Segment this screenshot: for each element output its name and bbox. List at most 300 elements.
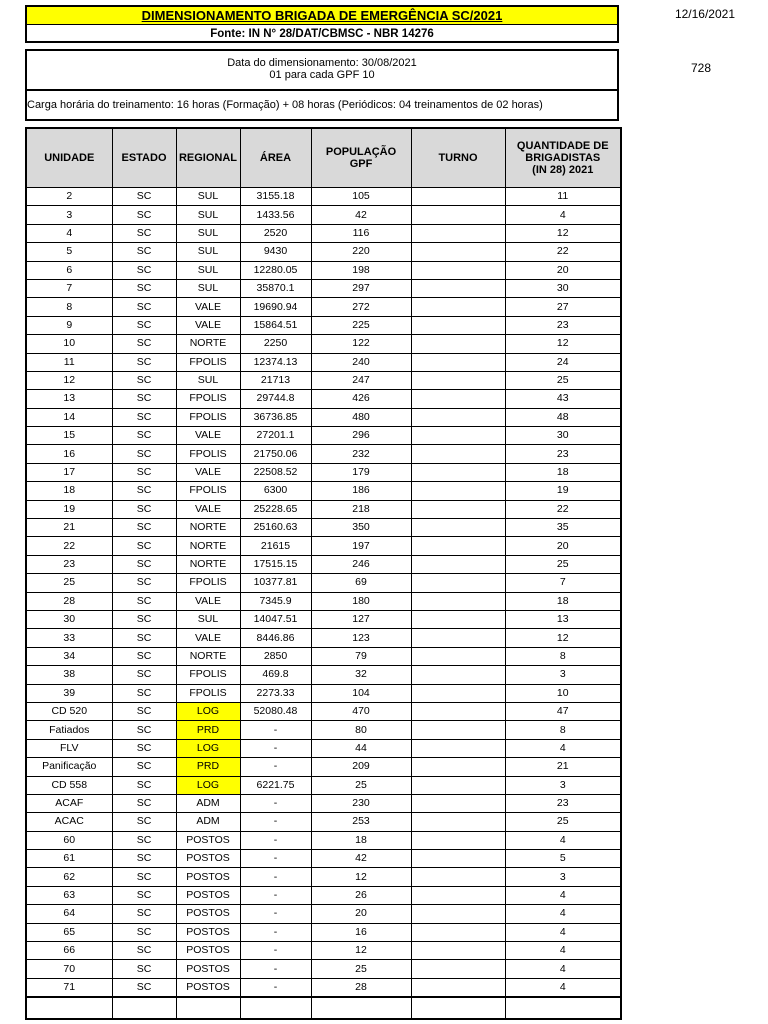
cell-regional: POSTOS	[176, 868, 240, 886]
cell-turno	[411, 831, 505, 849]
cell-unidade: 60	[26, 831, 112, 849]
cell-brigadistas: 30	[505, 279, 621, 297]
cell-turno	[411, 850, 505, 868]
cell-area: 2250	[240, 335, 311, 353]
document-title: DIMENSIONAMENTO BRIGADA DE EMERGÊNCIA SC/2021	[27, 7, 617, 25]
cell-unidade: 11	[26, 353, 112, 371]
cell-regional: POSTOS	[176, 905, 240, 923]
cell-regional: NORTE	[176, 647, 240, 665]
cell-estado: SC	[112, 666, 176, 684]
cell-regional: POSTOS	[176, 831, 240, 849]
cell-area: 19690.94	[240, 298, 311, 316]
cell-estado: SC	[112, 721, 176, 739]
cell-populacao: 25	[311, 776, 411, 794]
cell-populacao: 426	[311, 390, 411, 408]
cell-estado: SC	[112, 831, 176, 849]
cell-populacao: 42	[311, 206, 411, 224]
cell-estado: SC	[112, 224, 176, 242]
cell-populacao: 296	[311, 427, 411, 445]
table-row	[26, 463, 621, 481]
cell-regional: LOG	[176, 739, 240, 757]
cell-unidade: 33	[26, 629, 112, 647]
cell-unidade: 63	[26, 886, 112, 904]
cell-brigadistas: 18	[505, 463, 621, 481]
table-row	[26, 942, 621, 960]
cell-brigadistas: 23	[505, 316, 621, 334]
cell-area: 6300	[240, 482, 311, 500]
cell-brigadistas: 22	[505, 243, 621, 261]
cell-estado: SC	[112, 482, 176, 500]
cell-turno	[411, 923, 505, 941]
cell-unidade: 14	[26, 408, 112, 426]
cell-regional: VALE	[176, 316, 240, 334]
cell-unidade: 62	[26, 868, 112, 886]
table-footer-row	[26, 997, 621, 1019]
cell-populacao: 12	[311, 942, 411, 960]
cell-populacao: 28	[311, 978, 411, 997]
cell-unidade: 9	[26, 316, 112, 334]
table-row	[26, 666, 621, 684]
footer-cell	[176, 997, 240, 1019]
cell-regional: SUL	[176, 261, 240, 279]
cell-unidade: CD 558	[26, 776, 112, 794]
table-row	[26, 739, 621, 757]
cell-brigadistas: 21	[505, 758, 621, 776]
cell-regional: SUL	[176, 224, 240, 242]
cell-unidade: 4	[26, 224, 112, 242]
cell-populacao: 180	[311, 592, 411, 610]
cell-populacao: 123	[311, 629, 411, 647]
table-row	[26, 831, 621, 849]
cell-unidade: 71	[26, 978, 112, 997]
cell-estado: SC	[112, 279, 176, 297]
cell-area: -	[240, 850, 311, 868]
dimension-date: Data do dimensionamento: 30/08/2021	[227, 57, 417, 69]
cell-unidade: 5	[26, 243, 112, 261]
cell-brigadistas: 20	[505, 261, 621, 279]
cell-turno	[411, 776, 505, 794]
cell-area: -	[240, 905, 311, 923]
cell-estado: SC	[112, 335, 176, 353]
column-header-turno: TURNO	[411, 128, 505, 188]
cell-brigadistas: 3	[505, 868, 621, 886]
column-header-regional: REGIONAL	[176, 128, 240, 188]
column-header-unidade: UNIDADE	[26, 128, 112, 188]
cell-turno	[411, 427, 505, 445]
cell-regional: FPOLIS	[176, 445, 240, 463]
cell-estado: SC	[112, 647, 176, 665]
column-header-populacao: POPULAÇÃO GPF	[311, 128, 411, 188]
cell-populacao: 44	[311, 739, 411, 757]
cell-populacao: 122	[311, 335, 411, 353]
footer-cell	[311, 997, 411, 1019]
cell-turno	[411, 684, 505, 702]
cell-populacao: 470	[311, 702, 411, 720]
cell-estado: SC	[112, 978, 176, 997]
page-number: 728	[690, 61, 711, 75]
cell-area: 9430	[240, 243, 311, 261]
cell-estado: SC	[112, 555, 176, 573]
cell-area: 2850	[240, 647, 311, 665]
cell-regional: FPOLIS	[176, 482, 240, 500]
footer-cell	[112, 997, 176, 1019]
cell-unidade: 8	[26, 298, 112, 316]
cell-unidade: 15	[26, 427, 112, 445]
cell-area: 29744.8	[240, 390, 311, 408]
footer-cell	[505, 997, 621, 1019]
table-row	[26, 188, 621, 206]
table-row	[26, 555, 621, 573]
cell-unidade: 28	[26, 592, 112, 610]
cell-area: 469.8	[240, 666, 311, 684]
cell-populacao: 20	[311, 905, 411, 923]
cell-populacao: 209	[311, 758, 411, 776]
table-header-row	[26, 128, 621, 188]
table-row	[26, 647, 621, 665]
cell-unidade: 7	[26, 279, 112, 297]
cell-estado: SC	[112, 684, 176, 702]
cell-unidade: 65	[26, 923, 112, 941]
cell-estado: SC	[112, 886, 176, 904]
table-row	[26, 279, 621, 297]
cell-area: 17515.15	[240, 555, 311, 573]
cell-populacao: 79	[311, 647, 411, 665]
cell-unidade: 12	[26, 371, 112, 389]
cell-area: 21615	[240, 537, 311, 555]
cell-regional: FPOLIS	[176, 574, 240, 592]
cell-unidade: 61	[26, 850, 112, 868]
table-row	[26, 243, 621, 261]
cell-estado: SC	[112, 813, 176, 831]
cell-unidade: 38	[26, 666, 112, 684]
table-row	[26, 390, 621, 408]
table-row	[26, 482, 621, 500]
cell-brigadistas: 23	[505, 794, 621, 812]
cell-brigadistas: 3	[505, 666, 621, 684]
cell-regional: FPOLIS	[176, 353, 240, 371]
cell-brigadistas: 30	[505, 427, 621, 445]
table-row	[26, 923, 621, 941]
cell-turno	[411, 316, 505, 334]
table-row	[26, 371, 621, 389]
cell-regional: SUL	[176, 371, 240, 389]
cell-populacao: 297	[311, 279, 411, 297]
cell-turno	[411, 243, 505, 261]
table-row	[26, 794, 621, 812]
cell-brigadistas: 12	[505, 629, 621, 647]
cell-estado: SC	[112, 298, 176, 316]
cell-brigadistas: 10	[505, 684, 621, 702]
cell-brigadistas: 8	[505, 721, 621, 739]
table-row	[26, 335, 621, 353]
table-body	[26, 188, 621, 998]
cell-turno	[411, 390, 505, 408]
cell-area: 14047.51	[240, 610, 311, 628]
cell-turno	[411, 224, 505, 242]
cell-unidade: 10	[26, 335, 112, 353]
cell-populacao: 25	[311, 960, 411, 978]
cell-brigadistas: 25	[505, 371, 621, 389]
cell-populacao: 116	[311, 224, 411, 242]
cell-regional: VALE	[176, 427, 240, 445]
cell-brigadistas: 11	[505, 188, 621, 206]
column-header-estado: ESTADO	[112, 128, 176, 188]
cell-area: 21750.06	[240, 445, 311, 463]
cell-area: 2273.33	[240, 684, 311, 702]
table-row	[26, 206, 621, 224]
cell-turno	[411, 794, 505, 812]
cell-unidade: 17	[26, 463, 112, 481]
cell-unidade: 6	[26, 261, 112, 279]
header-date: 12/16/2021	[674, 7, 735, 21]
cell-area: 25160.63	[240, 519, 311, 537]
cell-brigadistas: 4	[505, 960, 621, 978]
cell-estado: SC	[112, 610, 176, 628]
cell-turno	[411, 500, 505, 518]
table-row	[26, 427, 621, 445]
cell-brigadistas: 24	[505, 353, 621, 371]
cell-turno	[411, 261, 505, 279]
cell-regional: SUL	[176, 243, 240, 261]
cell-area: 52080.48	[240, 702, 311, 720]
cell-area: 22508.52	[240, 463, 311, 481]
cell-regional: VALE	[176, 298, 240, 316]
cell-turno	[411, 335, 505, 353]
table-row	[26, 629, 621, 647]
column-header-brigadistas: QUANTIDADE DE BRIGADISTAS (IN 28) 2021	[505, 128, 621, 188]
cell-turno	[411, 868, 505, 886]
cell-regional: SUL	[176, 188, 240, 206]
table-row	[26, 500, 621, 518]
cell-unidade: 39	[26, 684, 112, 702]
cell-populacao: 198	[311, 261, 411, 279]
cell-populacao: 69	[311, 574, 411, 592]
table-row	[26, 960, 621, 978]
cell-turno	[411, 592, 505, 610]
cell-populacao: 32	[311, 666, 411, 684]
cell-brigadistas: 5	[505, 850, 621, 868]
cell-area: 3155.18	[240, 188, 311, 206]
cell-estado: SC	[112, 850, 176, 868]
cell-unidade: 16	[26, 445, 112, 463]
table-row	[26, 353, 621, 371]
table-row	[26, 298, 621, 316]
cell-regional: SUL	[176, 206, 240, 224]
cell-populacao: 127	[311, 610, 411, 628]
table-row	[26, 868, 621, 886]
cell-turno	[411, 942, 505, 960]
cell-regional: ADM	[176, 813, 240, 831]
cell-area: 2520	[240, 224, 311, 242]
cell-populacao: 480	[311, 408, 411, 426]
cell-area: -	[240, 813, 311, 831]
cell-populacao: 104	[311, 684, 411, 702]
cell-brigadistas: 4	[505, 739, 621, 757]
cell-turno	[411, 519, 505, 537]
cell-area: -	[240, 721, 311, 739]
cell-populacao: 225	[311, 316, 411, 334]
cell-populacao: 105	[311, 188, 411, 206]
cell-brigadistas: 4	[505, 942, 621, 960]
cell-estado: SC	[112, 445, 176, 463]
cell-populacao: 218	[311, 500, 411, 518]
cell-estado: SC	[112, 960, 176, 978]
cell-brigadistas: 4	[505, 831, 621, 849]
cell-area: 21713	[240, 371, 311, 389]
cell-regional: FPOLIS	[176, 390, 240, 408]
cell-turno	[411, 188, 505, 206]
cell-brigadistas: 48	[505, 408, 621, 426]
cell-estado: SC	[112, 905, 176, 923]
cell-estado: SC	[112, 592, 176, 610]
cell-estado: SC	[112, 794, 176, 812]
cell-regional: POSTOS	[176, 960, 240, 978]
footer-cell	[411, 997, 505, 1019]
cell-regional: NORTE	[176, 335, 240, 353]
cell-brigadistas: 12	[505, 224, 621, 242]
cell-area: 10377.81	[240, 574, 311, 592]
cell-regional: ADM	[176, 794, 240, 812]
cell-populacao: 186	[311, 482, 411, 500]
cell-estado: SC	[112, 574, 176, 592]
cell-area: 8446.86	[240, 629, 311, 647]
cell-estado: SC	[112, 463, 176, 481]
cell-regional: LOG	[176, 776, 240, 794]
table-row	[26, 610, 621, 628]
cell-brigadistas: 13	[505, 610, 621, 628]
cell-populacao: 253	[311, 813, 411, 831]
cell-turno	[411, 555, 505, 573]
cell-estado: SC	[112, 390, 176, 408]
cell-area: -	[240, 923, 311, 941]
cell-area: -	[240, 739, 311, 757]
ratio-note: 01 para cada GPF 10	[269, 69, 375, 81]
cell-unidade: 21	[26, 519, 112, 537]
title-box	[25, 5, 619, 43]
cell-unidade: 22	[26, 537, 112, 555]
table-row	[26, 776, 621, 794]
cell-estado: SC	[112, 923, 176, 941]
cell-brigadistas: 3	[505, 776, 621, 794]
cell-turno	[411, 463, 505, 481]
table-row	[26, 684, 621, 702]
cell-regional: VALE	[176, 629, 240, 647]
cell-populacao: 240	[311, 353, 411, 371]
cell-regional: POSTOS	[176, 923, 240, 941]
cell-populacao: 272	[311, 298, 411, 316]
footer-cell	[26, 997, 112, 1019]
cell-unidade: 13	[26, 390, 112, 408]
cell-brigadistas: 4	[505, 978, 621, 997]
cell-area: 27201.1	[240, 427, 311, 445]
cell-populacao: 230	[311, 794, 411, 812]
table-row	[26, 261, 621, 279]
cell-area: -	[240, 831, 311, 849]
cell-regional: FPOLIS	[176, 666, 240, 684]
cell-estado: SC	[112, 243, 176, 261]
cell-brigadistas: 8	[505, 647, 621, 665]
cell-turno	[411, 758, 505, 776]
cell-turno	[411, 371, 505, 389]
cell-estado: SC	[112, 519, 176, 537]
cell-regional: VALE	[176, 592, 240, 610]
cell-estado: SC	[112, 739, 176, 757]
cell-area: -	[240, 794, 311, 812]
cell-brigadistas: 4	[505, 905, 621, 923]
cell-unidade: ACAF	[26, 794, 112, 812]
brigade-table	[25, 127, 622, 1020]
cell-populacao: 18	[311, 831, 411, 849]
cell-turno	[411, 886, 505, 904]
cell-turno	[411, 574, 505, 592]
cell-estado: SC	[112, 371, 176, 389]
cell-area: 7345.9	[240, 592, 311, 610]
cell-unidade: 30	[26, 610, 112, 628]
cell-turno	[411, 279, 505, 297]
cell-regional: NORTE	[176, 537, 240, 555]
cell-unidade: 64	[26, 905, 112, 923]
cell-unidade: 2	[26, 188, 112, 206]
cell-unidade: ACAC	[26, 813, 112, 831]
table-row	[26, 886, 621, 904]
cell-turno	[411, 721, 505, 739]
cell-populacao: 247	[311, 371, 411, 389]
cell-populacao: 179	[311, 463, 411, 481]
cell-estado: SC	[112, 427, 176, 445]
cell-estado: SC	[112, 316, 176, 334]
cell-estado: SC	[112, 629, 176, 647]
cell-populacao: 350	[311, 519, 411, 537]
cell-regional: PRD	[176, 758, 240, 776]
cell-area: 12374.13	[240, 353, 311, 371]
cell-turno	[411, 408, 505, 426]
cell-estado: SC	[112, 188, 176, 206]
cell-brigadistas: 22	[505, 500, 621, 518]
cell-estado: SC	[112, 537, 176, 555]
cell-estado: SC	[112, 353, 176, 371]
table-row	[26, 224, 621, 242]
cell-turno	[411, 960, 505, 978]
table-row	[26, 574, 621, 592]
cell-area: -	[240, 960, 311, 978]
table-row	[26, 850, 621, 868]
cell-estado: SC	[112, 261, 176, 279]
cell-turno	[411, 537, 505, 555]
document-source: Fonte: IN N° 28/DAT/CBMSC - NBR 14276	[210, 28, 434, 40]
cell-brigadistas: 23	[505, 445, 621, 463]
cell-populacao: 12	[311, 868, 411, 886]
cell-regional: POSTOS	[176, 942, 240, 960]
cell-brigadistas: 43	[505, 390, 621, 408]
cell-estado: SC	[112, 702, 176, 720]
cell-populacao: 246	[311, 555, 411, 573]
cell-area: -	[240, 886, 311, 904]
cell-area: 35870.1	[240, 279, 311, 297]
cell-turno	[411, 978, 505, 997]
cell-regional: FPOLIS	[176, 684, 240, 702]
cell-regional: FPOLIS	[176, 408, 240, 426]
cell-brigadistas: 47	[505, 702, 621, 720]
cell-populacao: 80	[311, 721, 411, 739]
cell-regional: VALE	[176, 500, 240, 518]
cell-unidade: 66	[26, 942, 112, 960]
table-row	[26, 721, 621, 739]
cell-area: 12280.05	[240, 261, 311, 279]
cell-estado: SC	[112, 408, 176, 426]
table-row	[26, 316, 621, 334]
cell-estado: SC	[112, 776, 176, 794]
table-row	[26, 408, 621, 426]
